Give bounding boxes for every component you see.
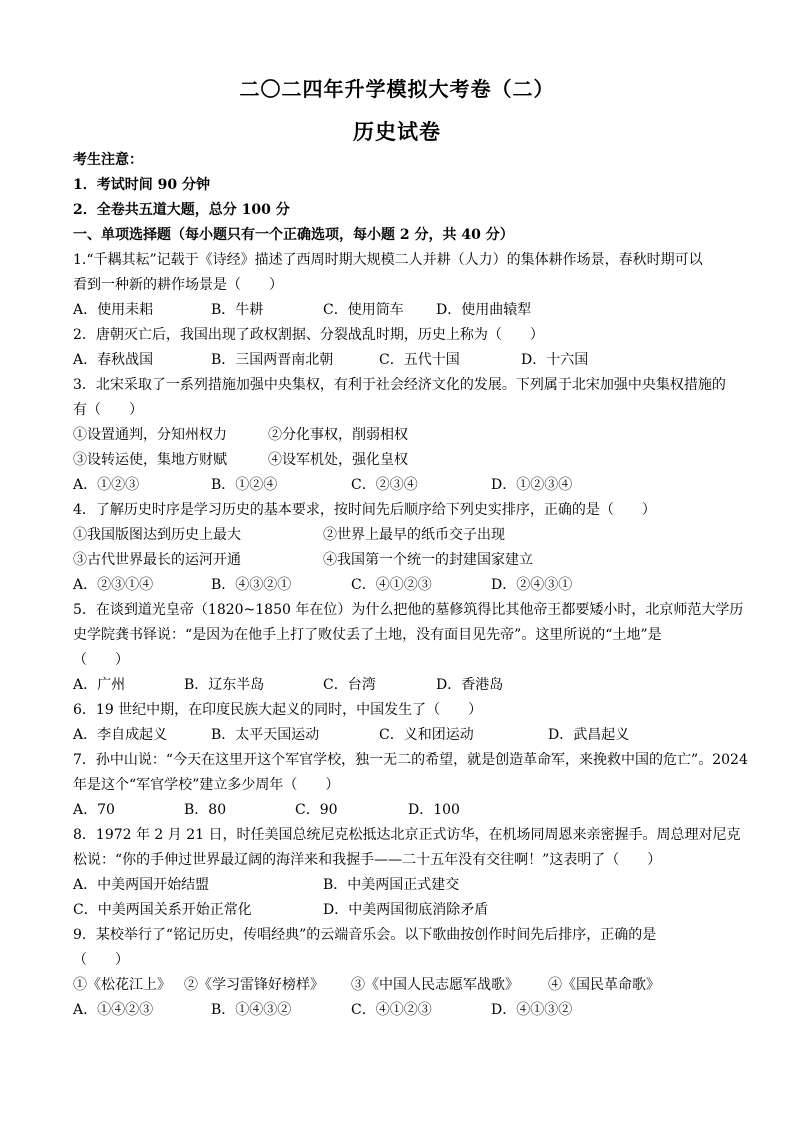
question-2-option-a: A．春秋战国 bbox=[73, 352, 154, 368]
question-3-item-2: ②分化事权，削弱相权 bbox=[268, 427, 408, 443]
question-7-option-d: D．100 bbox=[408, 802, 460, 818]
question-3-item-3: ③设转运使，集地方财赋 bbox=[73, 452, 227, 468]
section-heading: 一、单项选择题（每小题只有一个正确选项，每小题 2 分，共 40 分） bbox=[73, 227, 514, 243]
question-4-item-3: ③古代世界最长的运河开通 bbox=[73, 552, 241, 568]
question-6-option-a: A．李自成起义 bbox=[73, 727, 168, 743]
question-7-option-b: B．80 bbox=[184, 802, 227, 818]
notice-item-time: 1．考试时间 90 分钟 bbox=[73, 177, 210, 193]
question-6-option-d: D．武昌起义 bbox=[548, 727, 630, 743]
question-4-option-b: B．④③②① bbox=[211, 577, 292, 593]
question-3-option-c: C．②③④ bbox=[351, 477, 418, 493]
question-3-option-b: B．①②④ bbox=[211, 477, 278, 493]
question-3-option-a: A．①②③ bbox=[73, 477, 140, 493]
question-5-option-c: C．台湾 bbox=[323, 677, 376, 693]
question-5-option-d: D．香港岛 bbox=[436, 677, 504, 693]
question-9-item-1: ①《松花江上》 bbox=[73, 977, 171, 993]
question-2-option-b: B．三国两晋南北朝 bbox=[211, 352, 334, 368]
question-5-option-a: A．广州 bbox=[73, 677, 126, 693]
question-4-option-d: D．②④③① bbox=[491, 577, 573, 593]
question-3-stem: 3．北宋采取了一系列措施加强中央集权，有利于社会经济文化的发展。下列属于北宋加强中央集权措施的 bbox=[73, 377, 726, 393]
question-8-option-b: B．中美两国正式建交 bbox=[323, 877, 460, 893]
question-6-stem: 6．19 世纪中期，在印度民族大起义的同时，中国发生了（ ） bbox=[73, 702, 483, 718]
question-7-stem: 7．孙中山说：“今天在这里开这个军官学校，独一无二的希望，就是创造革命军，来挽救中国的危亡”。2024 bbox=[73, 752, 748, 768]
question-1-stem-cont: 看到一种新的耕作场景是（ ） bbox=[73, 277, 283, 293]
question-4-stem: 4．了解历史时序是学习历史的基本要求，按时间先后顺序给下列史实排序，正确的是（ ） bbox=[73, 502, 656, 518]
notice-heading: 考生注意： bbox=[73, 152, 143, 168]
question-9-option-c: C．④①②③ bbox=[351, 1002, 432, 1018]
question-1-option-b: B．牛耕 bbox=[211, 302, 264, 318]
question-1-stem: 1.“千耦其耘”记载于《诗经》描述了西周时期大规模二人并耕（人力）的集体耕作场景，春秋时期可以 bbox=[73, 252, 703, 268]
question-5-option-b: B．辽东半岛 bbox=[184, 677, 265, 693]
question-8-stem-cont: 松说：“你的手伸过世界最辽阔的海洋来和我握手——二十五年没有交往啊！”这表明了（ ） bbox=[73, 852, 662, 868]
question-8-option-c: C．中美两国关系开始正常化 bbox=[73, 902, 252, 918]
question-9-item-2: ②《学习雷锋好榜样》 bbox=[184, 977, 324, 993]
question-3-option-d: D．①②③④ bbox=[491, 477, 573, 493]
question-5-stem: 5．在谈到道光皇帝（1820~1850 年在位）为什么把他的墓修筑得比其他帝王都要矮小时，北京师范大学历 bbox=[73, 602, 744, 618]
question-9-item-3: ③《中国人民志愿军战歌》 bbox=[351, 977, 519, 993]
question-4-option-a: A．②③①④ bbox=[73, 577, 154, 593]
question-6-option-c: C．义和团运动 bbox=[379, 727, 474, 743]
question-1-option-d: D．使用曲辕犁 bbox=[436, 302, 532, 318]
exam-title: 二〇二四年升学模拟大考卷（二） bbox=[239, 77, 555, 101]
question-1-option-c: C．使用筒车 bbox=[323, 302, 404, 318]
question-8-stem: 8．1972 年 2 月 21 日，时任美国总统尼克松抵达北京正式访华，在机场同周恩来亲密握手。周总理对尼克 bbox=[73, 827, 741, 843]
question-7-option-c: C．90 bbox=[295, 802, 338, 818]
question-2-option-d: D．十六国 bbox=[521, 352, 589, 368]
question-9-option-a: A．①④②③ bbox=[73, 1002, 154, 1018]
question-5-stem-blank: （ ） bbox=[73, 652, 129, 668]
question-3-item-4: ④设军机处，强化皇权 bbox=[268, 452, 408, 468]
question-7-option-a: A．70 bbox=[73, 802, 115, 818]
question-5-stem-cont: 史学院龚书铎说：“是因为在他手上打了败仗丢了土地，没有面目见先帝”。这里所说的“土地”是 bbox=[73, 627, 662, 643]
question-9-item-4: ④《国民革命歌》 bbox=[548, 977, 660, 993]
question-4-option-c: C．④①②③ bbox=[351, 577, 432, 593]
question-7-stem-cont: 年是这个“军官学校”建立多少周年（ ） bbox=[73, 777, 340, 793]
exam-subtitle: 历史试卷 bbox=[353, 119, 441, 144]
question-4-item-1: ①我国版图达到历史上最大 bbox=[73, 527, 241, 543]
question-8-option-a: A．中美两国开始结盟 bbox=[73, 877, 210, 893]
question-9-option-d: D．④①③② bbox=[491, 1002, 573, 1018]
question-6-option-b: B．太平天国运动 bbox=[211, 727, 320, 743]
question-3-stem-cont: 有（ ） bbox=[73, 402, 143, 418]
question-2-option-c: C．五代十国 bbox=[379, 352, 460, 368]
question-4-item-2: ②世界上最早的纸币交子出现 bbox=[323, 527, 505, 543]
question-8-option-d: D．中美两国彻底消除矛盾 bbox=[323, 902, 489, 918]
question-3-item-1: ①设置通判，分知州权力 bbox=[73, 427, 227, 443]
notice-item-score: 2．全卷共五道大题，总分 100 分 bbox=[73, 202, 290, 218]
question-2-stem: 2．唐朝灭亡后，我国出现了政权割据、分裂战乱时期，历史上称为（ ） bbox=[73, 327, 544, 343]
question-9-option-b: B．①④③② bbox=[211, 1002, 292, 1018]
question-9-stem: 9．某校举行了“铭记历史，传唱经典”的云端音乐会。以下歌曲按创作时间先后排序，正确的是 bbox=[73, 927, 657, 943]
question-4-item-4: ④我国第一个统一的封建国家建立 bbox=[323, 552, 533, 568]
question-9-stem-blank: （ ） bbox=[73, 952, 129, 968]
question-1-option-a: A．使用耒耜 bbox=[73, 302, 154, 318]
